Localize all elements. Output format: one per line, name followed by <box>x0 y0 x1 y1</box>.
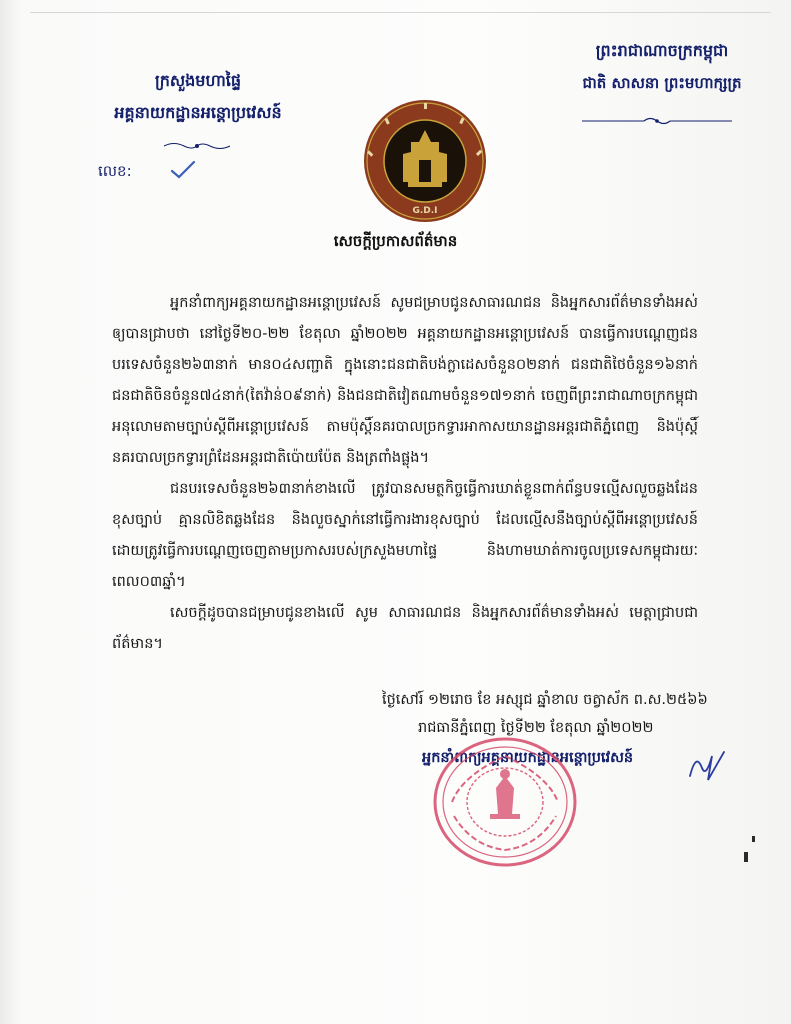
reference-number-label: លេខ: <box>98 162 132 180</box>
document-title: សេចក្តីប្រកាសព័ត៌មាន <box>333 232 458 250</box>
body-paragraph-2: ជនបរទេសចំនួន២៦៣នាក់ខាងលើ ត្រូវបានសមត្ថកិច្ចធ្វើការឃាត់ខ្លួនពាក់ព័ន្ធបទល្មើសលួចឆ្លងដែនខុសច្បាប់ គ្មានលិខិតឆ្លងដែន និងលួចស្នាក់នៅធ្វើការងារខុសច្បាប់ ដែលល្មើសនឹងច្បាប់ស្តីពីអន្តោប្រវេសន៍ ដោយត្រូវធ្វើការបណ្តេញចេញតាមប្រកាសរបស់ក្រសួងមហាផ្ទៃ និងហាមឃាត់ការចូលប្រទេសកម្ពុជារយៈពេល០៣ឆ្នាំ។ <box>112 481 698 590</box>
checkmark-icon <box>170 160 196 180</box>
national-motto: ជាតិ សាសនា ព្រះមហាក្សត្រ <box>582 74 742 92</box>
ornament-flourish-icon <box>162 140 232 152</box>
place-and-date: រាជធានីភ្នំពេញ ថ្ងៃទី២២ ខែតុលា ឆ្នាំ២០២២ <box>418 720 654 736</box>
emblem-abbreviation: G.D.I <box>412 206 438 216</box>
page-top-edge <box>30 12 771 13</box>
document-body <box>112 288 698 660</box>
scan-speck <box>752 836 755 842</box>
lunar-date: ថ្ងៃសៅរ៍ ១២រោច ខែ អស្សុជ ឆ្នាំខាល ចត្វាស័ក ព.ស.២៥៦៦ <box>382 692 708 708</box>
department-name: អគ្គនាយកដ្ឋានអន្តោប្រវេសន៍ <box>114 103 282 122</box>
scan-speck <box>744 852 748 862</box>
gdi-emblem-icon <box>362 98 488 224</box>
ministry-name: ក្រសួងមហាផ្ទៃ <box>154 71 241 90</box>
kingdom-name: ព្រះរាជាណាចក្រកម្ពុជា <box>595 41 729 60</box>
body-paragraph-3: សេចក្តីដូចបានជម្រាបជូនខាងលើ សូម សាធារណជន និងអ្នកសារព័ត៌មានទាំងអស់ មេត្តាជ្រាបជាព័ត៌មាន។ <box>112 605 698 652</box>
ornament-divider-icon <box>582 116 732 126</box>
kingdom-header <box>552 40 772 94</box>
body-paragraph-1: អ្នកនាំពាក្យអគ្គនាយកដ្ឋានអន្តោប្រវេសន៍ សូមជម្រាបជូនសាធារណជន និងអ្នកសារព័ត៌មានទាំងអស់ ឲ្យបានជ្រាបថា នៅថ្ងៃទី២០-២២ ខែតុលា ឆ្នាំ២០២២ អគ្គនាយកដ្ឋានអន្តោប្រវេសន៍ បានធ្វើការបណ្តេញជនបរទេសចំនួន២៦៣នាក់ មាន០៤សញ្ជាតិ ក្នុងនោះជនជាតិបង់ក្លាដេសចំនួន០២នាក់ ជនជាតិថៃចំនួន១៦នាក់ ជនជាតិចិនចំនួន៧៤នាក់(តៃវ៉ាន់០៩នាក់) និងជនជាតិវៀតណាមចំនួន១៧១នាក់ ចេញពីព្រះរាជាណាចក្រកម្ពុជា អនុលោមតាមច្បាប់ស្តីពីអន្តោប្រវេសន៍ តាមប៉ុស្តិ៍នគរបាលច្រកទ្វារអាកាសយានដ្ឋានអន្តរជាតិភ្នំពេញ និងប៉ុស្តិ៍នគរបាលច្រកទ្វារព្រំដែនអន្តរជាតិប៉ោយប៉ែត និងត្រពាំងផ្លុង។ <box>112 295 698 466</box>
official-seal-icon <box>432 736 578 868</box>
signatory-title: អ្នកនាំពាក្យអគ្គនាយកដ្ឋានអន្តោប្រវេសន៍ <box>422 750 634 766</box>
ministry-header <box>72 70 324 124</box>
signature-icon <box>686 746 726 786</box>
